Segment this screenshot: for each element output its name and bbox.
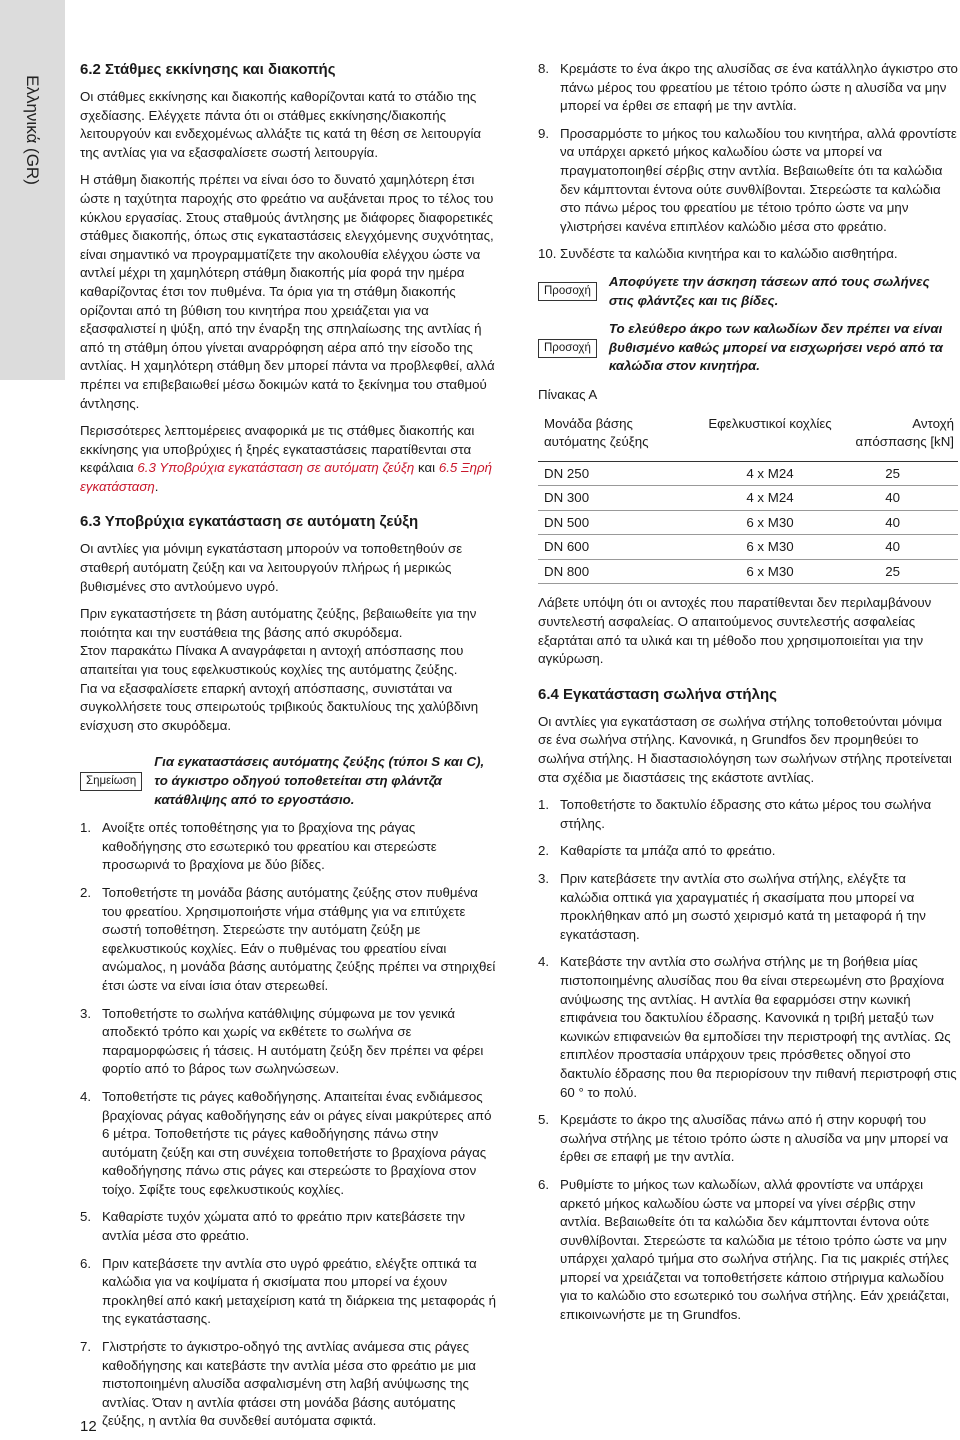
pull-out-strength-table (538, 415, 958, 585)
table-cell: 40 (840, 486, 958, 511)
link-num: 6. (438, 460, 450, 476)
paragraph: Για να εξασφαλίσετε επαρκή αντοχή απόσπασης, συνιστάται να συγκολλήσετε τους σπειρωτούς τριβικούς δακτυλίους της χαλύβδινη ενίσχυση στο σκυρόδεμα. (80, 680, 479, 733)
step-number: 8. (538, 61, 550, 76)
table-cell: DN 600 (538, 535, 694, 560)
caution-label: Προσοχή (538, 282, 597, 301)
list-item (538, 1111, 958, 1167)
installation-steps-list (80, 819, 496, 1431)
step-text: Γλιστρήστε το άγκιστρο-οδηγό της αντλίας ανάμεσα στις ράγες καθοδήγησης και κατεβάστε την αντλία μέσα στο φρεάτιο με μια πιστοποιημένη αλυσίδα ασφαλισμένη στη λαβή ανύψωσης της αντλίας. Όταν η αντλία φτάσει στη μονάδα βάσης αυτόματης ζεύξης, η αντλία θα συνδεθεί αυτόματα σφικτά. (102, 1339, 476, 1429)
section-6-2-title (80, 60, 496, 79)
paragraph: Οι στάθμες εκκίνησης και διακοπής καθορίζονται κατά το στάδιο της σχεδίασης. Ελέγχετε πάντα ότι οι στάθμες εκκίνησης/διακοπής λειτουργούν και ενδεχομένως αλλάξτε τις κατά τη θέση σε λειτουργία της αντλίας για να εξασφαλίσετε σωστή λειτουργία. (80, 89, 482, 160)
link-section-6-3[interactable] (137, 460, 414, 475)
list-item (80, 1088, 496, 1200)
list-item (538, 796, 958, 833)
paragraph-with-links (80, 422, 496, 496)
step-number: 10. (538, 246, 557, 262)
link-text: 5 Ξηρή εγκατάσταση (80, 460, 492, 494)
step-number: 9. (538, 125, 550, 141)
step-text: Ρυθμίστε το μήκος των καλωδίων, αλλά φροντίστε να υπάρχει αρκετό μήκος καλωδίου ώστε να μπορεί να γίνει σέρβις στην αντλία. Βεβαιωθείτε ότι τα καλώδια δεν κάμπτονται έντονα ούτε συνθλίβονται. Στερεώστε τα καλώδια με τέτοιο τρόπο ώστε να μην υπάρχει χαλαρό τμήμα στο σωλήνα στήλης. Για τις μακριές στήλες μπορεί να χρειάζεται να τοποθετήσετε κάποιο στήριγμα καλωδίου για το καλώδιο στο εσωτερικό του σωλήνα στήλης. Εάν χρειάζεται, επικοινωνήστε με τη Grundfos. (560, 1176, 950, 1323)
step-text: Κρεμάστε το ένα άκρο της αλυσίδας σε ένα κατάλληλο άγκιστρο στο πάνω μέρος του φρεατίου με τέτοιο τρόπο ώστε η αλυσίδα να μην μπορεί να έρθει σε επαφή με την αντλία. (560, 61, 958, 114)
step-text: Πριν κατεβάσετε την αντλία στο σωλήνα στήλης, ελέγξτε τα καλώδια οπτικά για χαραγματιές ή σκασίματα που μπορεί να προκλήθηκαν από μη σωστό χειρισμό κατά τη μεταφορά ή την εγκατάσταση. (560, 871, 926, 942)
table-cell: DN 300 (538, 486, 694, 511)
table-caption: Πίνακας Α (538, 386, 598, 402)
list-item (538, 870, 958, 944)
list-item (538, 60, 958, 116)
list-item (80, 1255, 496, 1329)
step-text: Ανοίξτε οπές τοποθέτησης για το βραχίονα της ράγας καθοδήγησης στο εσωτερικό του φρεατίου και στερεώστε προσωρινά το βραχίονα με δύο βίδες. (102, 820, 437, 873)
caution-label: Προσοχή (538, 339, 597, 358)
step-number: 7. (80, 1339, 92, 1355)
paragraph: Λάβετε υπόψη ότι οι αντοχές που παρατίθενται δεν περιλαμβάνουν συντελεστή ασφαλείας. Ο απαιτούμενος συντελεστής ασφαλείας εξαρτάται από τα υλικά και τη μέθοδο που χρησιμοποιείται για την αγκύρωση. (538, 595, 932, 667)
section-6-3-title (80, 512, 496, 531)
section-title-text: Εγκατάσταση σωλήνα στήλης (558, 685, 777, 703)
link-text: 3 Υποβρύχια εγκατάσταση σε αυτόματη ζεύξη (148, 460, 415, 476)
table-cell: DN 250 (538, 461, 694, 486)
caution-block-1 (538, 273, 958, 310)
table-header: Μονάδα βάσης αυτόματης ζεύξης (538, 415, 694, 462)
list-item (538, 842, 958, 861)
step-text: Τοποθετήστε το σωλήνα κατάθλιψης σύμφωνα με τον γενικά αποδεκτό τρόπο και χωρίς να εκθέτετε το σωλήνα σε παραμορφώσεις ή τάσεις. Η αυτόματη ζεύξη δεν πρέπει να φέρει φορτίο από το βάρος των σωληνώσεων. (102, 1005, 484, 1077)
caution-text: Το ελεύθερο άκρο των καλωδίων δεν πρέπει να είναι βυθισμένο καθώς μπορεί να εισχωρήσει νερό από τα καλώδια στον κινητήρα. (608, 321, 943, 374)
list-item (80, 884, 496, 996)
page-number: 12 (80, 1418, 97, 1435)
note-block (80, 753, 496, 809)
paragraph: Στον παρακάτω Πίνακα Α αναγράφεται η αντοχή απόσπασης που απαιτείται για τους εφελκυστικούς κοχλίες της αυτόματης ζεύξης. (80, 643, 464, 678)
section-6-4-title (538, 685, 958, 704)
table-row (538, 486, 958, 511)
step-text: Τοποθετήστε τη μονάδα βάσης αυτόματης ζεύξης στον πυθμένα του φρεατίου. Χρησιμοποιήστε νήμα στάθμης για να επιτύχετε σωστή τοποθέτηση. Στερεώστε την αυτόματη ζεύξη με εφελκυστικούς κοχλίες. Εάν ο πυθμένας του φρεατίου είναι ανώμαλος, η μονάδα βάσης αυτόματης ζεύξης πρέπει να στηριχθεί έτσι ώστε να είναι ίσια όταν στερεωθεί. (102, 884, 496, 993)
step-number: 4. (538, 954, 550, 970)
table-header-row (538, 415, 958, 462)
step-text: Τοποθετήστε τις ράγες καθοδήγησης. Απαιτείται ένας ενδιάμεσος βραχίονας ράγας καθοδήγησης εάν οι ράγες είναι μακρύτερες από 6 μέτρα. Τοποθετήστε τις ράγες καθοδήγησης πάνω στην αυτόματη ζεύξη και στη συνέχεια τοποθετήστε το βραχίονα ράγας καθοδήγησης πάνω στις ράγες και στερεώστε το βραχίονα στον τοίχο. Σφίξτε τους εφελκυστικούς κοχλίες. (102, 1088, 492, 1197)
table-cell: 4 x M24 (694, 486, 840, 511)
section-number: 6.2 (80, 61, 101, 78)
table-row (538, 510, 958, 535)
note-text: Για εγκαταστάσεις αυτόματης ζεύξης (τύποι S και C), το άγκιστρο οδηγού τοποθετείται στη φλάντζα κατάθλιψης από το εργοστάσιο. (154, 754, 485, 807)
step-text: Κρεμάστε το άκρο της αλυσίδας πάνω από ή στην κορυφή του σωλήνα στήλης με τέτοιο τρόπο ώστε η αλυσίδα να μην μπορεί να έρθει σε επαφή με την αντλία. (560, 1112, 949, 1165)
table-cell: DN 800 (538, 559, 694, 584)
paragraph: Η στάθμη διακοπής πρέπει να είναι όσο το δυνατό χαμηλότερη έτσι ώστε η ταχύτητα παροχής στο φρεάτιο να αυξάνεται προς το τέλος του κύκλου εργασίας. Στους σταθμούς άντλησης με διάφορες διαφορετικές στάθμες διακοπής, όπως στις εγκαταστάσεις ελεγχόμενης συχνότητας, είναι σημαντικό να προγραμματίζετε την ακολουθία ελέγχου ώστε να αντλεί μέχρι τη χαμηλότερη στάθμη διακοπής μία φορά την ημέρα καθαρίζοντας έτσι τον πυθμένα. Τα όρια για τη στάθμη διακοπής ορίζονται από τη βύθιση του κινητήρα που χρειάζεται για να εξασφαλιστεί η ψύξη, από την έναρξη της σπηλαίωσης της αντλίας ή από τη στάθμη όπου γίνεται αναρρόφηση αέρα από την είσοδο της αντλίας. Η χαμηλότερη στάθμη δεν μπορεί πάντα να προβλεφθεί, αλλά πρέπει να επιβεβαιωθεί μέσω δοκιμών κατά το ξεκίνημα του σταθμού άντλησης. (80, 172, 495, 411)
list-item (538, 245, 958, 264)
table-row (538, 535, 958, 560)
table-cell: 25 (840, 461, 958, 486)
step-text: Τοποθετήστε το δακτυλίο έδρασης στο κάτω μέρος του σωλήνα στήλης. (560, 797, 932, 831)
list-item (80, 1338, 496, 1431)
table-cell: 6 x M30 (694, 535, 840, 560)
step-text: Προσαρμόστε το μήκος του καλωδίου του κινητήρα, αλλά φροντίστε να υπάρχει αρκετό μήκος καλωδίου ώστε να μπορεί να πραγματοποιηθεί σέρβις στην αντλία. Βεβαιωθείτε ότι τα καλώδια δεν κάμπτονται έντονα ούτε συνθλίβονται. Στερεώστε τα καλώδια στο πάνω μέρος του φρεατίου με τέτοιο τρόπο ώστε να μην γλιστρήσει κανένα επιπλέον καλώδιο μέσα στο φρεάτιο. (560, 125, 957, 234)
step-number: 3. (80, 1005, 92, 1021)
caution-text: Αποφύγετε την άσκηση τάσεων από τους σωλήνες στις φλάντζες και τις βίδες. (608, 273, 930, 308)
text: Περισσότερες λεπτομέρειες αναφορικά με τις στάθμες διακοπής και εκκίνησης για υποβρύχιες ή ξηρές εγκαταστάσεις παρατίθενται στα κεφάλαια (80, 423, 475, 476)
list-item (80, 1208, 496, 1245)
table-row (538, 461, 958, 486)
step-number: 6. (80, 1255, 92, 1271)
table-cell: DN 500 (538, 510, 694, 535)
list-item (80, 1005, 496, 1079)
text: και (414, 460, 439, 476)
section-number: 6. (80, 513, 93, 531)
language-side-tab (0, 0, 65, 380)
step-text: Κατεβάστε την αντλία στο σωλήνα στήλης με τη βοήθεια μίας πιστοποιημένης αλυσίδας που θα είναι στερεωμένη στο βραχίονα ανύψωσης της αντλίας. Η αντλία θα εφαρμόσει στην κωνική επιφάνεια του δακτυλίου έδρασης. Κανονικά η τριβή μεταξύ των κωνικών επιφανειών θα εμποδίσει την περιστροφή της αντλίας. Ως επιπλέον προστασία υπάρχουν τρεις πρόσθετες οδηγοί στο δακτυλίο έδρασης που θα περιορίσουν την πιθανή περιστροφή στις 60 ° το πολύ. (560, 954, 957, 1100)
note-label: Σημείωση (80, 772, 142, 791)
page-footer (80, 1413, 960, 1414)
right-column (538, 60, 958, 1334)
step-number: 1. (80, 820, 92, 836)
table-cell: 4 x M24 (694, 461, 840, 486)
step-number: 4. (80, 1088, 92, 1104)
step-text: Καθαρίστε τα μπάζα από το φρεάτιο. (560, 843, 776, 859)
table-header: Εφελκυστικοί κοχλίες (694, 415, 840, 462)
step-number: 6. (538, 1176, 550, 1192)
table-cell: 6 x M30 (694, 510, 840, 535)
step-text: Συνδέστε τα καλώδια κινητήρα και το καλώδιο αισθητήρα. (560, 246, 898, 262)
table-row (538, 559, 958, 584)
section-title-text: 3 Υποβρύχια εγκατάσταση σε αυτόματη ζεύξη (92, 513, 419, 531)
step-number: 5. (80, 1209, 92, 1225)
table-cell: 40 (840, 510, 958, 535)
section-number: 6.4 (538, 685, 559, 703)
section-title-text: Στάθμες εκκίνησης και διακοπής (100, 61, 336, 78)
text: . (154, 478, 159, 494)
step-number: 2. (538, 843, 550, 859)
left-column (80, 60, 496, 1440)
list-item (538, 953, 958, 1102)
step-text: Πριν κατεβάσετε την αντλία στο υγρό φρεάτιο, ελέγξτε οπτικά τα καλώδια για να κοψίματα ή σκισίματα που μπορεί να έχουν προκληθεί από κακή μεταχείριση κατά τη διάρκεια της μεταφοράς ή της εγκατάστασης. (102, 1255, 497, 1327)
step-text: Καθαρίστε τυχόν χώματα από το φρεάτιο πριν κατεβάσετε την αντλία μέσα στο φρεάτιο. (102, 1209, 465, 1244)
table-cell: 25 (840, 559, 958, 584)
paragraph: Οι αντλίες για μόνιμη εγκατάσταση μπορούν να τοποθετηθούν σε σταθερή αυτόματη ζεύξη και να λειτουργούν πλήρως ή μερικώς βυθισμένες στο αντλούμενο υγρό. (80, 541, 463, 594)
step-number: 5. (538, 1112, 550, 1128)
table-header: Αντοχή απόσπασης [kN] (840, 415, 958, 462)
step-number: 1. (538, 797, 550, 813)
column-pipe-steps-list (538, 796, 958, 1324)
table-cell: 6 x M30 (694, 559, 840, 584)
installation-steps-continued (538, 60, 958, 264)
step-number: 2. (80, 884, 92, 900)
language-label: Ελληνικά (GR) (23, 75, 42, 185)
paragraph: Πριν εγκαταστήσετε τη βάση αυτόματης ζεύξης, βεβαιωθείτε για την ποιότητα και την ευστάθεια της βάσης από σκυρόδεμα. (80, 606, 477, 640)
list-item (80, 819, 496, 875)
link-num: 6. (137, 460, 149, 476)
list-item (538, 125, 958, 237)
paragraph: Οι αντλίες για εγκατάσταση σε σωλήνα στήλης τοποθετούνται μόνιμα σε ένα σωλήνα στήλης. Κανονικά, η Grundfos δεν προμηθεύει το σωλήνα στήλης. Η διαστασιολόγηση των σωλήνων στήλης προτείνεται στα σχέδια με διαστάσεις της εκάστοτε αντλίας. (538, 713, 952, 785)
table-cell: 40 (840, 535, 958, 560)
list-item (538, 1176, 958, 1325)
step-number: 3. (538, 871, 550, 886)
caution-block-2 (538, 320, 958, 376)
